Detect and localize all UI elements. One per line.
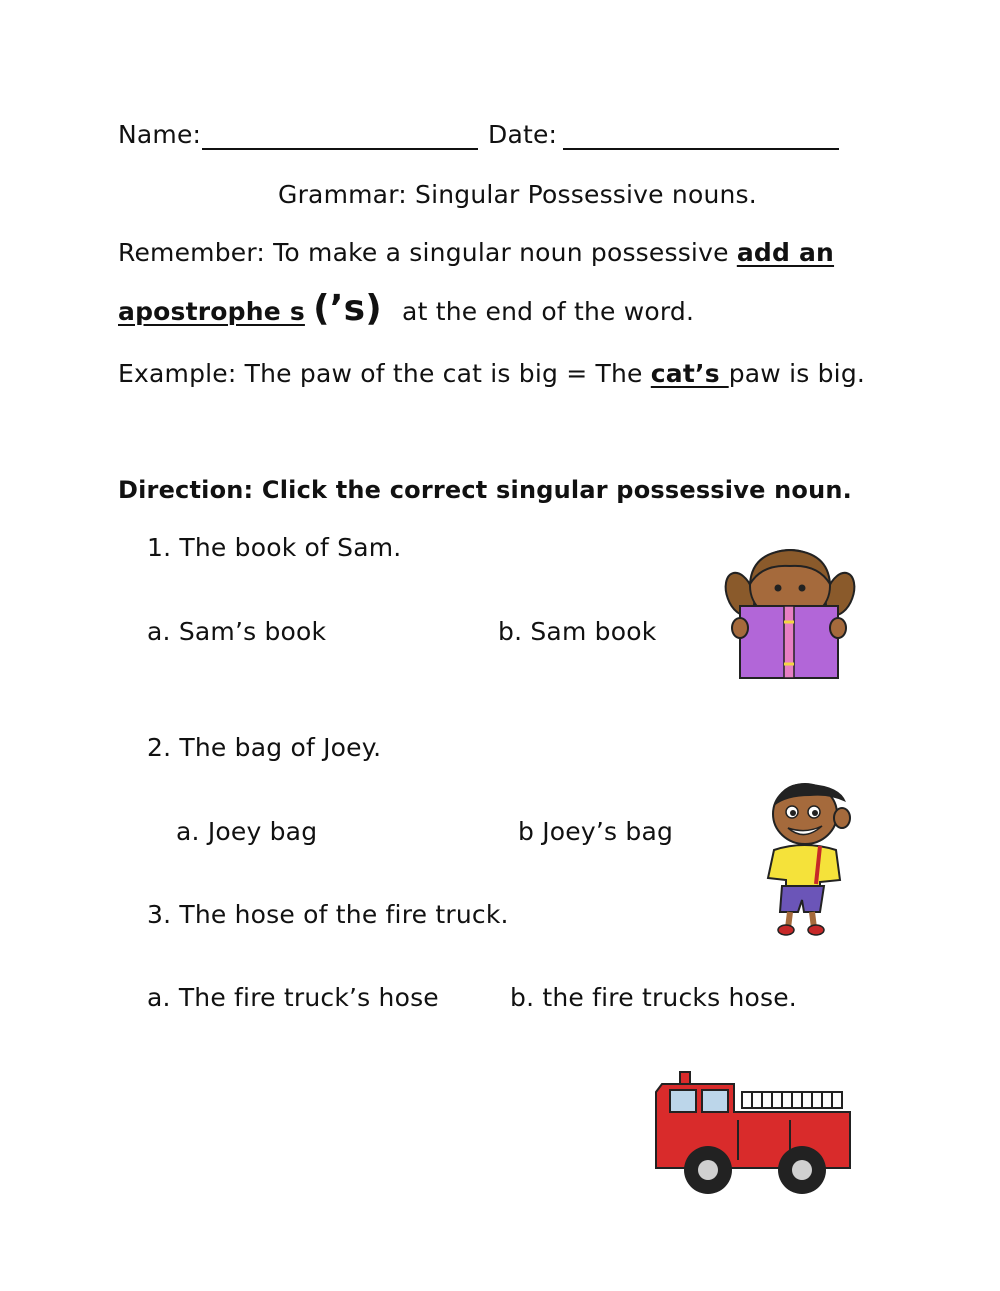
date-label: Date: — [488, 120, 558, 149]
rule-suffix: at the end of the word. — [402, 297, 695, 326]
example-prefix: Example: The paw of the cat is big = The — [118, 359, 651, 388]
name-label: Name: — [118, 120, 202, 149]
worksheet-title: Grammar: Singular Possessive nouns. — [278, 180, 757, 209]
rule-line-2 — [118, 288, 694, 329]
question-3-option-b[interactable]: b. the fire trucks hose. — [510, 983, 797, 1012]
rule-line-1 — [118, 238, 834, 267]
question-1-option-b[interactable]: b. Sam book — [498, 617, 657, 646]
direction-text: Direction: Click the correct singular possessive noun. — [118, 476, 852, 504]
rule-bold-1: add an — [736, 238, 835, 267]
question-2-option-b[interactable]: b Joey’s bag — [518, 817, 674, 846]
rule-prefix: Remember: To make a singular noun possessive — [118, 238, 737, 267]
example-suffix: paw is big. — [728, 359, 866, 388]
girl-reading-illustration — [718, 546, 860, 682]
name-field[interactable] — [202, 128, 478, 150]
date-field[interactable] — [563, 128, 839, 150]
example-bold: cat’s — [650, 359, 729, 388]
question-1-prompt: 1. The book of Sam. — [147, 533, 402, 562]
fire-truck-illustration — [650, 1020, 856, 1230]
boy-illustration — [760, 780, 860, 938]
question-3-prompt: 3. The hose of the fire truck. — [147, 900, 509, 929]
question-2-option-a[interactable]: a. Joey bag — [176, 817, 318, 846]
question-2-prompt: 2. The bag of Joey. — [147, 733, 382, 762]
apostrophe-s-symbol: (’s) — [313, 288, 382, 329]
question-1-option-a[interactable]: a. Sam’s book — [147, 617, 327, 646]
question-3-option-a[interactable]: a. The fire truck’s hose — [147, 983, 439, 1012]
rule-bold-2: apostrophe s — [118, 297, 305, 326]
example-line — [118, 359, 865, 388]
